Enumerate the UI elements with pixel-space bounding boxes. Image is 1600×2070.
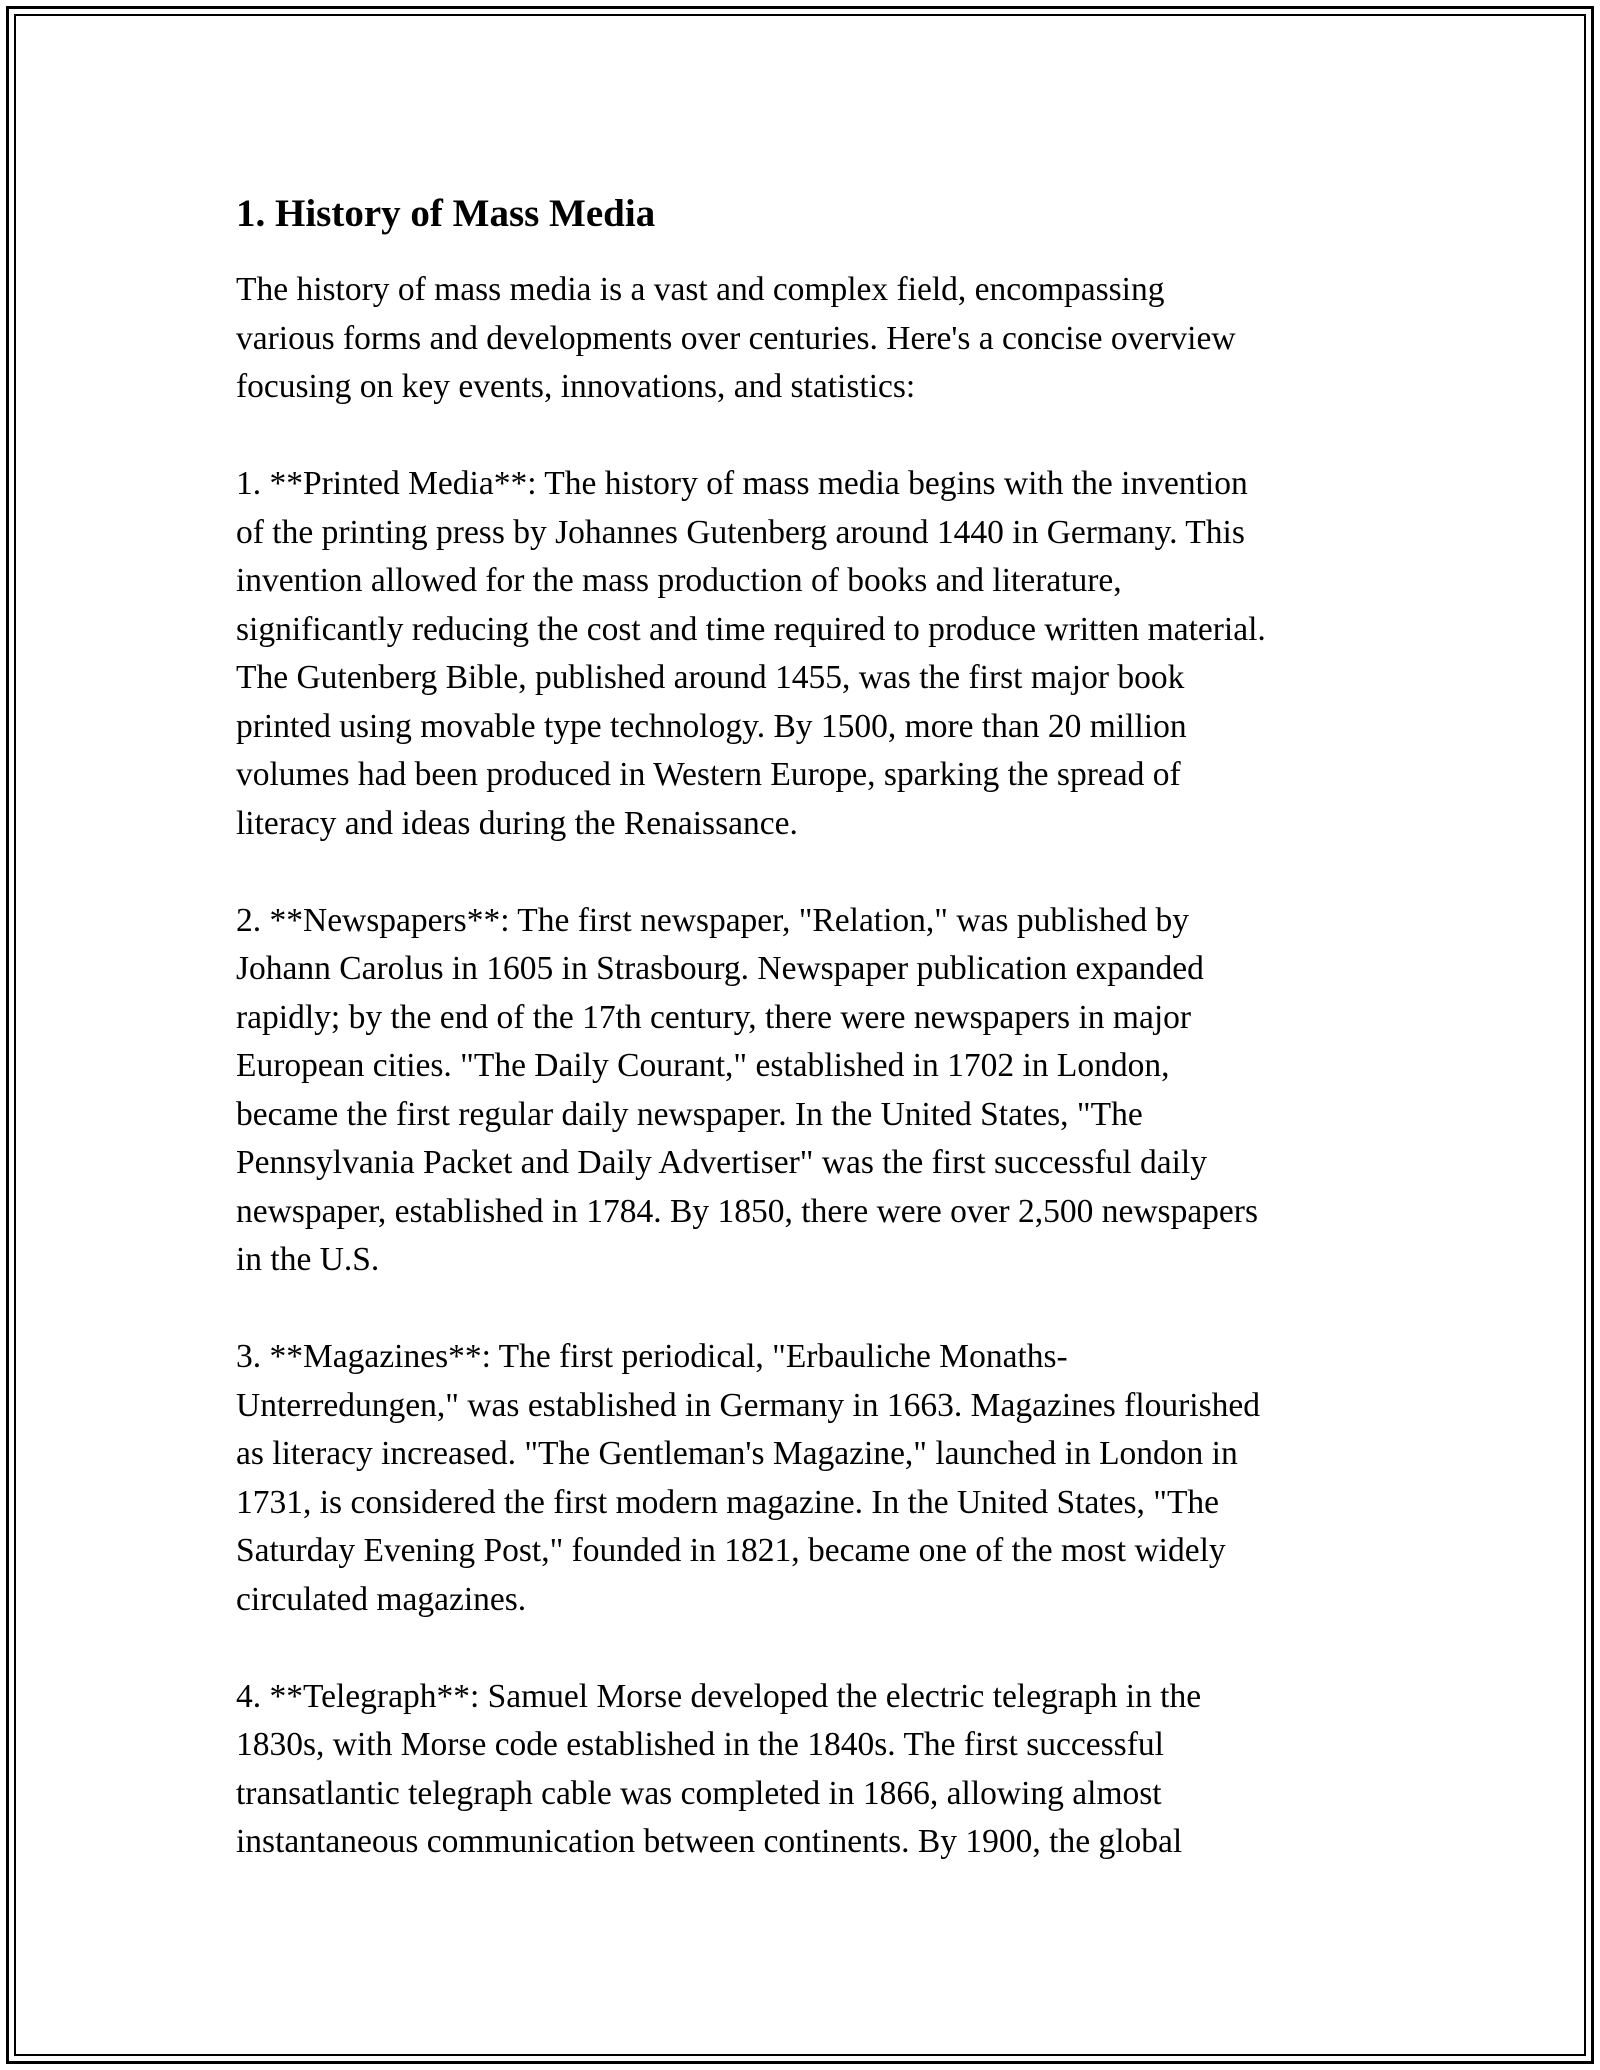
paragraph-line: Unterredungen," was established in Germany in 1663. Magazines flourished <box>236 1386 1260 1424</box>
paragraph-line: of the printing press by Johannes Gutenberg around 1440 in Germany. This <box>236 513 1245 551</box>
paragraph-line: The history of mass media is a vast and complex field, encompassing <box>236 271 1165 308</box>
paragraph-line: significantly reducing the cost and time required to produce written material. <box>236 610 1266 648</box>
paragraph-line: 1830s, with Morse code established in the 1840s. The first successful <box>236 1726 1164 1763</box>
paragraph-line: 1731, is considered the first modern magazine. In the United States, "The <box>236 1483 1220 1521</box>
paragraph-line: The Gutenberg Bible, published around 1455, was the first major book <box>236 659 1185 696</box>
paragraph-line: newspaper, established in 1784. By 1850, there were over 2,500 newspapers <box>236 1192 1258 1230</box>
paragraph-line: Pennsylvania Packet and Daily Advertiser" was the first successful daily <box>236 1144 1207 1181</box>
paragraph-line: volumes had been produced in Western Europe, sparking the spread of <box>236 756 1181 793</box>
paragraph-line: various forms and developments over centuries. Here's a concise overview <box>236 319 1236 357</box>
paragraph-line: European cities. "The Daily Courant," established in 1702 in London, <box>236 1047 1170 1084</box>
paragraph-line: 4. **Telegraph**: Samuel Morse developed the electric telegraph in the <box>236 1677 1202 1715</box>
paragraph-line: literacy and ideas during the Renaissance. <box>236 804 798 842</box>
paragraph-line: instantaneous communication between continents. By 1900, the global <box>236 1823 1183 1860</box>
paragraph-line: Johann Carolus in 1605 in Strasbourg. Newspaper publication expanded <box>236 950 1204 987</box>
paragraph-line: circulated magazines. <box>236 1580 527 1618</box>
paragraph-line: 3. **Magazines**: The first periodical, "Erbauliche Monaths- <box>236 1338 1068 1375</box>
paragraph-line: in the U.S. <box>236 1241 380 1278</box>
paragraph-line: printed using movable type technology. By 1500, more than 20 million <box>236 707 1187 745</box>
paragraph-line: as literacy increased. "The Gentleman's Magazine," launched in London in <box>236 1435 1238 1472</box>
paragraph-line: 1. **Printed Media**: The history of mass media begins with the invention <box>236 465 1248 502</box>
paragraph-line: focusing on key events, innovations, and statistics: <box>236 368 916 405</box>
document-title: 1. History of Mass Media <box>236 192 656 235</box>
paragraph-line: became the first regular daily newspaper. In the United States, "The <box>236 1095 1143 1133</box>
paragraph-line: Saturday Evening Post," founded in 1821, became one of the most widely <box>236 1532 1226 1569</box>
paragraph-line: 2. **Newspapers**: The first newspaper, "Relation," was published by <box>236 901 1189 939</box>
paragraph-line: invention allowed for the mass production of books and literature, <box>236 562 1122 599</box>
paragraph-line: rapidly; by the end of the 17th century, there were newspapers in major <box>236 998 1192 1036</box>
paragraph-line: transatlantic telegraph cable was completed in 1866, allowing almost <box>236 1774 1162 1812</box>
